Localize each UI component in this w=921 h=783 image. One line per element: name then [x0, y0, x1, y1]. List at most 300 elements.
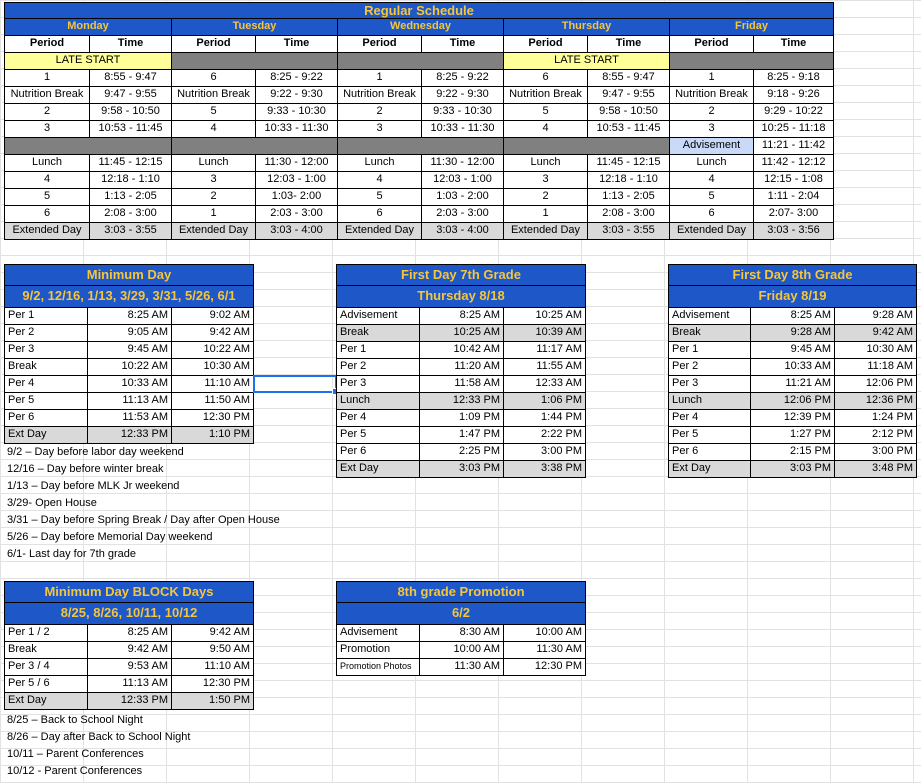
time-cell[interactable]: 9:18 - 9:26: [754, 87, 834, 104]
period-cell[interactable]: 3: [504, 172, 588, 189]
time-cell[interactable]: 11:45 - 12:15: [588, 155, 670, 172]
start-time-cell[interactable]: 11:53 AM: [88, 410, 172, 427]
time-cell[interactable]: 12:15 - 1:08: [754, 172, 834, 189]
period-cell[interactable]: Per 3: [336, 376, 420, 393]
time-cell[interactable]: 9:33 - 10:30: [256, 104, 338, 121]
time-cell[interactable]: 8:55 - 9:47: [90, 70, 172, 87]
start-time-cell[interactable]: 12:33 PM: [88, 427, 172, 444]
start-time-cell[interactable]: 8:25 AM: [88, 308, 172, 325]
end-time-cell[interactable]: 10:39 AM: [504, 325, 586, 342]
block-days-rows: [4, 625, 254, 710]
minimum-day-table: [4, 264, 254, 444]
period-cell[interactable]: 4: [338, 172, 422, 189]
day-monday[interactable]: Monday: [4, 19, 172, 36]
period-cell[interactable]: Nutrition Break: [172, 87, 256, 104]
period-cell[interactable]: Advisement: [336, 625, 420, 642]
table-row: [336, 376, 586, 393]
period-cell[interactable]: 3: [338, 121, 422, 138]
end-time-cell[interactable]: 12:30 PM: [504, 659, 586, 676]
time-cell[interactable]: 2:08 - 3:00: [588, 206, 670, 223]
time-cell[interactable]: 9:58 - 10:50: [90, 104, 172, 121]
end-time-cell[interactable]: 12:36 PM: [835, 393, 917, 410]
period-cell[interactable]: Break: [4, 359, 88, 376]
schedule-row: [4, 206, 834, 223]
promotion-title[interactable]: 8th grade Promotion: [336, 581, 586, 603]
end-time-cell[interactable]: 9:42 AM: [172, 325, 254, 342]
table-row: [668, 427, 917, 444]
period-cell[interactable]: Per 3: [4, 342, 88, 359]
note-text: 9/2 – Day before labor day weekend: [7, 446, 184, 458]
start-time-cell[interactable]: 11:13 AM: [88, 393, 172, 410]
schedule-row: [4, 87, 834, 104]
first-day-7th-rows: [336, 308, 586, 478]
time-cell[interactable]: 12:03 - 1:00: [256, 172, 338, 189]
period-cell[interactable]: Per 2: [336, 359, 420, 376]
extended-day-time[interactable]: 3:03 - 4:00: [422, 223, 504, 240]
start-time-cell[interactable]: 11:58 AM: [420, 376, 504, 393]
start-time-cell[interactable]: 10:22 AM: [88, 359, 172, 376]
start-time-cell[interactable]: 1:47 PM: [420, 427, 504, 444]
time-cell[interactable]: 10:33 - 11:30: [256, 121, 338, 138]
end-time-cell[interactable]: 3:48 PM: [835, 461, 917, 478]
time-cell[interactable]: 9:47 - 9:55: [90, 87, 172, 104]
period-cell[interactable]: Per 5: [668, 427, 751, 444]
advisement-period[interactable]: Advisement: [670, 138, 754, 155]
start-time-cell[interactable]: 3:03 PM: [420, 461, 504, 478]
end-time-cell[interactable]: 9:50 AM: [172, 642, 254, 659]
late-start-monday[interactable]: LATE START: [4, 53, 172, 70]
table-row: [336, 659, 586, 676]
time-cell[interactable]: 8:25 - 9:22: [422, 70, 504, 87]
end-time-cell[interactable]: 2:22 PM: [504, 427, 586, 444]
period-cell[interactable]: 4: [172, 121, 256, 138]
end-time-cell[interactable]: 10:22 AM: [172, 342, 254, 359]
start-time-cell[interactable]: 10:33 AM: [88, 376, 172, 393]
spacer-cell[interactable]: [4, 138, 172, 155]
period-cell[interactable]: Nutrition Break: [670, 87, 754, 104]
table-row: [336, 410, 586, 427]
extended-day-label[interactable]: Extended Day: [670, 223, 754, 240]
end-time-cell[interactable]: 12:06 PM: [835, 376, 917, 393]
period-cell[interactable]: 5: [670, 189, 754, 206]
note-text: 10/11 – Parent Conferences: [7, 748, 144, 760]
start-time-cell[interactable]: 11:30 AM: [420, 659, 504, 676]
table-row: [336, 642, 586, 659]
end-time-cell[interactable]: 12:30 PM: [172, 410, 254, 427]
extended-day-time[interactable]: 3:03 - 3:56: [754, 223, 834, 240]
table-row: [668, 342, 917, 359]
start-time-cell[interactable]: 11:20 AM: [420, 359, 504, 376]
time-header[interactable]: Time: [588, 36, 670, 53]
table-row: [668, 410, 917, 427]
period-cell[interactable]: Lunch: [504, 155, 588, 172]
period-cell[interactable]: Break: [336, 325, 420, 342]
period-cell[interactable]: Lunch: [338, 155, 422, 172]
period-cell[interactable]: Lunch: [336, 393, 420, 410]
period-cell[interactable]: Per 4: [4, 376, 88, 393]
end-time-cell[interactable]: 11:10 AM: [172, 376, 254, 393]
table-row: [336, 393, 586, 410]
day-wednesday[interactable]: Wednesday: [338, 19, 504, 36]
period-cell[interactable]: 5: [172, 104, 256, 121]
period-cell[interactable]: 2: [4, 104, 90, 121]
period-cell[interactable]: 1: [172, 206, 256, 223]
note-text: 3/29- Open House: [7, 497, 97, 509]
time-cell[interactable]: 9:22 - 9:30: [422, 87, 504, 104]
first-day-8th-table: [668, 264, 917, 478]
table-row: [336, 325, 586, 342]
end-time-cell[interactable]: 11:55 AM: [504, 359, 586, 376]
period-cell[interactable]: Per 4: [336, 410, 420, 427]
start-time-cell[interactable]: 12:06 PM: [751, 393, 835, 410]
extended-day-label[interactable]: Extended Day: [338, 223, 422, 240]
start-time-cell[interactable]: 9:45 AM: [88, 342, 172, 359]
minimum-day-rows: [4, 308, 254, 444]
period-cell[interactable]: 2: [338, 104, 422, 121]
start-time-cell[interactable]: 8:25 AM: [420, 308, 504, 325]
advisement-row: [4, 138, 834, 155]
first-day-8th-rows: [668, 308, 917, 478]
period-cell[interactable]: 2: [504, 189, 588, 206]
period-cell[interactable]: 4: [670, 172, 754, 189]
table-row: [4, 308, 254, 325]
end-time-cell[interactable]: 1:06 PM: [504, 393, 586, 410]
period-cell[interactable]: Nutrition Break: [338, 87, 422, 104]
table-row: [336, 308, 586, 325]
table-row: [336, 625, 586, 642]
note-text: 5/26 – Day before Memorial Day weekend: [7, 531, 213, 543]
period-cell[interactable]: Per 1: [668, 342, 751, 359]
period-header[interactable]: Period: [338, 36, 422, 53]
end-time-cell[interactable]: 1:24 PM: [835, 410, 917, 427]
table-row: [4, 376, 254, 393]
regular-schedule-table: [4, 2, 834, 240]
start-time-cell[interactable]: 2:25 PM: [420, 444, 504, 461]
time-header[interactable]: Time: [422, 36, 504, 53]
time-cell[interactable]: 10:53 - 11:45: [588, 121, 670, 138]
late-start-thursday[interactable]: LATE START: [504, 53, 670, 70]
time-cell[interactable]: 2:08 - 3:00: [90, 206, 172, 223]
note-text: 8/26 – Day after Back to School Night: [7, 731, 191, 743]
period-cell[interactable]: Lunch: [670, 155, 754, 172]
period-cell[interactable]: Per 2: [668, 359, 751, 376]
period-cell[interactable]: Ext Day: [4, 693, 88, 710]
period-cell[interactable]: Per 5 / 6: [4, 676, 88, 693]
time-cell[interactable]: 11:30 - 12:00: [422, 155, 504, 172]
start-time-cell[interactable]: 12:39 PM: [751, 410, 835, 427]
end-time-cell[interactable]: 11:30 AM: [504, 642, 586, 659]
first-day-8th-title[interactable]: First Day 8th Grade: [668, 264, 917, 286]
start-time-cell[interactable]: 1:27 PM: [751, 427, 835, 444]
time-cell[interactable]: 2:07- 3:00: [754, 206, 834, 223]
table-row: [4, 625, 254, 642]
period-cell[interactable]: 6: [172, 70, 256, 87]
table-row: [4, 693, 254, 710]
regular-top-rows: [4, 70, 834, 138]
spacer-cell[interactable]: [172, 138, 338, 155]
time-cell[interactable]: 1:11 - 2:04: [754, 189, 834, 206]
period-cell[interactable]: Advisement: [668, 308, 751, 325]
time-cell[interactable]: 9:47 - 9:55: [588, 87, 670, 104]
time-cell[interactable]: 10:53 - 11:45: [90, 121, 172, 138]
period-cell[interactable]: Per 6: [336, 444, 420, 461]
period-cell[interactable]: Per 3: [668, 376, 751, 393]
promotion-rows: [336, 625, 586, 676]
start-time-cell[interactable]: 8:25 AM: [751, 308, 835, 325]
end-time-cell[interactable]: 10:25 AM: [504, 308, 586, 325]
start-time-cell[interactable]: 9:45 AM: [751, 342, 835, 359]
end-time-cell[interactable]: 11:10 AM: [172, 659, 254, 676]
period-cell[interactable]: Ext Day: [668, 461, 751, 478]
start-time-cell[interactable]: 8:30 AM: [420, 625, 504, 642]
spacer-cell[interactable]: [172, 53, 338, 70]
time-header[interactable]: Time: [754, 36, 834, 53]
period-cell[interactable]: 4: [4, 172, 90, 189]
day-tuesday[interactable]: Tuesday: [172, 19, 338, 36]
period-cell[interactable]: 6: [338, 206, 422, 223]
period-cell[interactable]: Per 6: [4, 410, 88, 427]
table-row: [4, 676, 254, 693]
time-cell[interactable]: 12:03 - 1:00: [422, 172, 504, 189]
table-row: [336, 342, 586, 359]
advisement-time[interactable]: 11:21 - 11:42: [754, 138, 834, 155]
start-time-cell[interactable]: 10:25 AM: [420, 325, 504, 342]
start-time-cell[interactable]: 12:33 PM: [420, 393, 504, 410]
time-cell[interactable]: 10:33 - 11:30: [422, 121, 504, 138]
table-row: [4, 342, 254, 359]
end-time-cell[interactable]: 10:00 AM: [504, 625, 586, 642]
end-time-cell[interactable]: 3:38 PM: [504, 461, 586, 478]
period-cell[interactable]: 3: [172, 172, 256, 189]
selected-cell[interactable]: [253, 375, 337, 393]
time-cell[interactable]: 11:30 - 12:00: [256, 155, 338, 172]
time-cell[interactable]: 11:45 - 12:15: [90, 155, 172, 172]
promotion-subtitle[interactable]: 6/2: [336, 603, 586, 625]
day-friday[interactable]: Friday: [670, 19, 834, 36]
period-cell[interactable]: Break: [668, 325, 751, 342]
start-time-cell[interactable]: 12:33 PM: [88, 693, 172, 710]
end-time-cell[interactable]: 9:02 AM: [172, 308, 254, 325]
end-time-cell[interactable]: 2:12 PM: [835, 427, 917, 444]
start-time-cell[interactable]: 2:15 PM: [751, 444, 835, 461]
start-time-cell[interactable]: 9:05 AM: [88, 325, 172, 342]
time-cell[interactable]: 11:42 - 12:12: [754, 155, 834, 172]
extended-day-time[interactable]: 3:03 - 3:55: [588, 223, 670, 240]
table-row: [668, 393, 917, 410]
time-header[interactable]: Time: [90, 36, 172, 53]
time-header[interactable]: Time: [256, 36, 338, 53]
period-header[interactable]: Period: [4, 36, 90, 53]
time-cell[interactable]: 8:55 - 9:47: [588, 70, 670, 87]
minimum-day-title[interactable]: Minimum Day: [4, 264, 254, 286]
period-cell[interactable]: 1: [4, 70, 90, 87]
start-time-cell[interactable]: 9:28 AM: [751, 325, 835, 342]
end-time-cell[interactable]: 12:30 PM: [172, 676, 254, 693]
period-cell[interactable]: 3: [4, 121, 90, 138]
period-cell[interactable]: Per 1: [336, 342, 420, 359]
extended-day-time[interactable]: 3:03 - 4:00: [256, 223, 338, 240]
period-cell[interactable]: Per 1 / 2: [4, 625, 88, 642]
period-cell[interactable]: Lunch: [4, 155, 90, 172]
note-text: 12/16 – Day before winter break: [7, 463, 164, 475]
note-text: 3/31 – Day before Spring Break / Day after Open House: [7, 514, 280, 526]
extended-day-time[interactable]: 3:03 - 3:55: [90, 223, 172, 240]
period-header[interactable]: Period: [504, 36, 588, 53]
period-cell[interactable]: 2: [172, 189, 256, 206]
period-cell[interactable]: Per 4: [668, 410, 751, 427]
end-time-cell[interactable]: 1:44 PM: [504, 410, 586, 427]
end-time-cell[interactable]: 10:30 AM: [835, 342, 917, 359]
period-cell[interactable]: 5: [504, 104, 588, 121]
end-time-cell[interactable]: 10:30 AM: [172, 359, 254, 376]
time-cell[interactable]: 8:25 - 9:18: [754, 70, 834, 87]
time-cell[interactable]: 1:13 - 2:05: [588, 189, 670, 206]
late-start-row: [4, 53, 834, 70]
schedule-row: [4, 189, 834, 206]
first-day-8th-subtitle[interactable]: Friday 8/19: [668, 286, 917, 308]
table-row: [336, 444, 586, 461]
spacer-cell[interactable]: [670, 53, 834, 70]
regular-schedule-title[interactable]: Regular Schedule: [4, 2, 834, 19]
period-cell[interactable]: Nutrition Break: [504, 87, 588, 104]
note-text: 6/1- Last day for 7th grade: [7, 548, 137, 560]
time-cell[interactable]: 1:03- 2:00: [256, 189, 338, 206]
period-cell[interactable]: Per 1: [4, 308, 88, 325]
period-header[interactable]: Period: [172, 36, 256, 53]
period-cell[interactable]: 6: [4, 206, 90, 223]
period-cell[interactable]: 2: [670, 104, 754, 121]
table-row: [336, 427, 586, 444]
period-cell[interactable]: Per 5: [336, 427, 420, 444]
table-row: [668, 359, 917, 376]
start-time-cell[interactable]: 10:00 AM: [420, 642, 504, 659]
period-cell[interactable]: Ext Day: [336, 461, 420, 478]
first-day-7th-subtitle[interactable]: Thursday 8/18: [336, 286, 586, 308]
table-row: [668, 461, 917, 478]
extended-day-label[interactable]: Extended Day: [4, 223, 90, 240]
start-time-cell[interactable]: 10:42 AM: [420, 342, 504, 359]
period-cell[interactable]: Break: [4, 642, 88, 659]
start-time-cell[interactable]: 9:53 AM: [88, 659, 172, 676]
time-cell[interactable]: 10:25 - 11:18: [754, 121, 834, 138]
schedule-row: [4, 172, 834, 189]
end-time-cell[interactable]: 9:28 AM: [835, 308, 917, 325]
period-cell[interactable]: Per 3 / 4: [4, 659, 88, 676]
period-cell[interactable]: Per 5: [4, 393, 88, 410]
start-time-cell[interactable]: 10:33 AM: [751, 359, 835, 376]
period-cell[interactable]: Promotion Photos: [336, 659, 420, 676]
minimum-day-subtitle[interactable]: 9/2, 12/16, 1/13, 3/29, 3/31, 5/26, 6/1: [4, 286, 254, 308]
regular-bottom-rows: [4, 155, 834, 223]
period-cell[interactable]: Promotion: [336, 642, 420, 659]
period-cell[interactable]: Lunch: [172, 155, 256, 172]
schedule-row: [4, 121, 834, 138]
time-cell[interactable]: 1:03 - 2:00: [422, 189, 504, 206]
time-cell[interactable]: 9:33 - 10:30: [422, 104, 504, 121]
period-cell[interactable]: Nutrition Break: [4, 87, 90, 104]
table-row: [4, 393, 254, 410]
table-row: [668, 325, 917, 342]
time-cell[interactable]: 8:25 - 9:22: [256, 70, 338, 87]
day-thursday[interactable]: Thursday: [504, 19, 670, 36]
start-time-cell[interactable]: 11:13 AM: [88, 676, 172, 693]
end-time-cell[interactable]: 11:18 AM: [835, 359, 917, 376]
note-text: 1/13 – Day before MLK Jr weekend: [7, 480, 180, 492]
period-cell[interactable]: 3: [670, 121, 754, 138]
start-time-cell[interactable]: 3:03 PM: [751, 461, 835, 478]
table-row: [4, 659, 254, 676]
start-time-cell[interactable]: 11:21 AM: [751, 376, 835, 393]
promotion-table: [336, 581, 586, 676]
day-header-row: [4, 19, 834, 36]
end-time-cell[interactable]: 3:00 PM: [504, 444, 586, 461]
time-cell[interactable]: 9:58 - 10:50: [588, 104, 670, 121]
period-cell[interactable]: 5: [4, 189, 90, 206]
period-cell[interactable]: Ext Day: [4, 427, 88, 444]
first-day-7th-title[interactable]: First Day 7th Grade: [336, 264, 586, 286]
time-cell[interactable]: 9:29 - 10:22: [754, 104, 834, 121]
table-row: [336, 359, 586, 376]
time-cell[interactable]: 2:03 - 3:00: [422, 206, 504, 223]
table-row: [668, 444, 917, 461]
end-time-cell[interactable]: 3:00 PM: [835, 444, 917, 461]
schedule-row: [4, 155, 834, 172]
time-cell[interactable]: 1:13 - 2:05: [90, 189, 172, 206]
period-cell[interactable]: 1: [504, 206, 588, 223]
time-cell[interactable]: 12:18 - 1:10: [588, 172, 670, 189]
period-cell[interactable]: 1: [670, 70, 754, 87]
period-cell[interactable]: Per 6: [668, 444, 751, 461]
end-time-cell[interactable]: 12:33 AM: [504, 376, 586, 393]
end-time-cell[interactable]: 1:10 PM: [172, 427, 254, 444]
time-cell[interactable]: 9:22 - 9:30: [256, 87, 338, 104]
time-cell[interactable]: 2:03 - 3:00: [256, 206, 338, 223]
spacer-cell[interactable]: [338, 138, 504, 155]
block-days-table: [4, 581, 254, 710]
extended-day-label[interactable]: Extended Day: [172, 223, 256, 240]
period-cell[interactable]: Lunch: [668, 393, 751, 410]
end-time-cell[interactable]: 11:50 AM: [172, 393, 254, 410]
spacer-cell[interactable]: [338, 53, 504, 70]
period-header[interactable]: Period: [670, 36, 754, 53]
end-time-cell[interactable]: 9:42 AM: [172, 625, 254, 642]
extended-day-row: [4, 223, 834, 240]
period-cell[interactable]: Advisement: [336, 308, 420, 325]
extended-day-label[interactable]: Extended Day: [504, 223, 588, 240]
time-cell[interactable]: 12:18 - 1:10: [90, 172, 172, 189]
period-cell[interactable]: 1: [338, 70, 422, 87]
period-cell[interactable]: Per 2: [4, 325, 88, 342]
period-cell[interactable]: 6: [670, 206, 754, 223]
table-row: [4, 325, 254, 342]
end-time-cell[interactable]: 9:42 AM: [835, 325, 917, 342]
spacer-cell[interactable]: [504, 138, 670, 155]
start-time-cell[interactable]: 1:09 PM: [420, 410, 504, 427]
start-time-cell[interactable]: 8:25 AM: [88, 625, 172, 642]
end-time-cell[interactable]: 11:17 AM: [504, 342, 586, 359]
table-row: [668, 308, 917, 325]
period-cell[interactable]: 4: [504, 121, 588, 138]
end-time-cell[interactable]: 1:50 PM: [172, 693, 254, 710]
period-cell[interactable]: 6: [504, 70, 588, 87]
block-days-title[interactable]: Minimum Day BLOCK Days: [4, 581, 254, 603]
table-row: [336, 461, 586, 478]
schedule-row: [4, 104, 834, 121]
period-cell[interactable]: 5: [338, 189, 422, 206]
schedule-row: [4, 70, 834, 87]
start-time-cell[interactable]: 9:42 AM: [88, 642, 172, 659]
block-days-subtitle[interactable]: 8/25, 8/26, 10/11, 10/12: [4, 603, 254, 625]
